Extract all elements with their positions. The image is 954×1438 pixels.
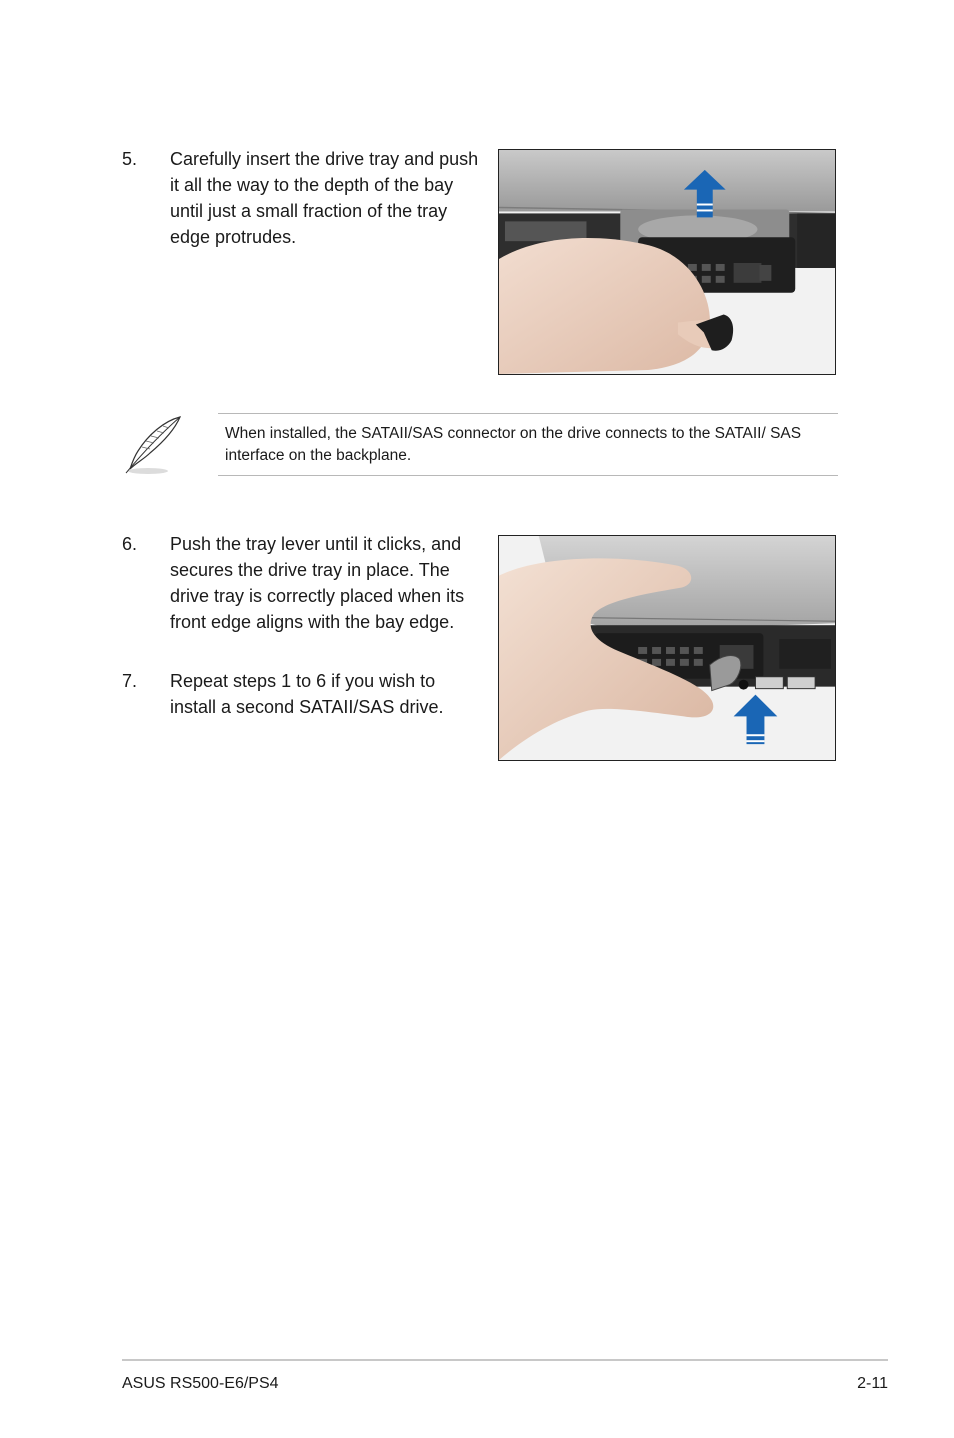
- step-number: 7.: [122, 671, 138, 691]
- note-text: When installed, the SATAII/SAS connector on the drive connects to the SATAII/ SAS interface on the backplane.: [225, 425, 802, 464]
- quill-pen-icon: [120, 413, 186, 479]
- step-number: 5.: [122, 149, 138, 169]
- photo-insert-drive-tray: [498, 149, 836, 375]
- step-text: Carefully insert the drive tray and push it all the way to the depth of the bay until just a small fraction of the tray edge protrudes.: [170, 149, 479, 247]
- footer-product-name: ASUS RS500-E6/PS4: [122, 1375, 279, 1392]
- footer-rule: [122, 1359, 888, 1361]
- step-6: [122, 531, 482, 635]
- step-5: [122, 146, 482, 250]
- note-box: [218, 413, 838, 476]
- step-text: Repeat steps 1 to 6 if you wish to install a second SATAII/SAS drive.: [170, 671, 444, 717]
- step-number: 6.: [122, 534, 138, 554]
- step-7: [122, 668, 482, 720]
- footer-page-number: 2-11: [857, 1375, 888, 1392]
- photo-push-tray-lever: [498, 535, 836, 761]
- step-text: Push the tray lever until it clicks, and secures the drive tray in place. The drive tray is correctly placed when its front edge aligns with the bay edge.: [170, 534, 465, 632]
